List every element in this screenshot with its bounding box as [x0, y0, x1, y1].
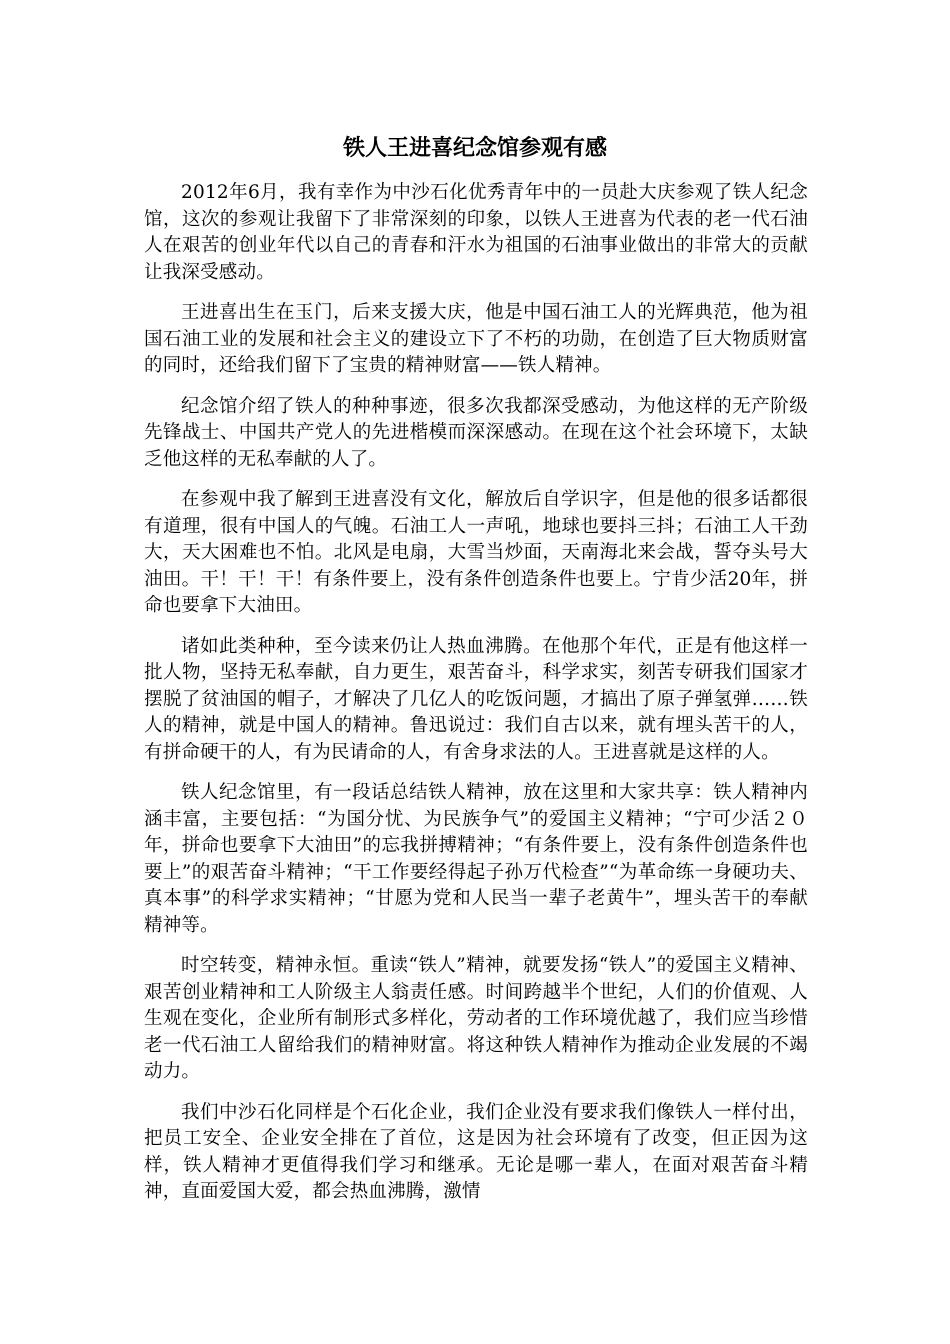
- paragraph-5: 诸如此类种种，至今读来仍让人热血沸腾。在他那个年代，正是有他这样一批人物，坚持无私奉献，自力更生，艰苦奋斗，科学求实，刻苦专研我们国家才摆脱了贫油国的帽子，才解决了几亿人的吃饭问题，才搞出了原子弹氢弹……铁人的精神，就是中国人的精神。鲁迅说过：我们自古以来，就有埋头苦干的人，有拼命硬干的人，有为民请命的人，有舍身求法的人。王进喜就是这样的人。: [144, 635, 808, 763]
- document-body: [144, 180, 808, 1220]
- document-title: 铁人王进喜纪念馆参观有感: [342, 135, 607, 161]
- paragraph-4: 在参观中我了解到王进喜没有文化，解放后自学识字，但是他的很多话都很有道理，很有中国人的气魄。石油工人一声吼，地球也要抖三抖；石油工人干劲大，天大困难也不怕。北风是电扇，大雪当炒面，天南海北来会战，誓夺头号大油田。干！干！干！有条件要上，没有条件创造条件也要上。宁肯少活20年，拼命也要拿下大油田。: [144, 489, 808, 616]
- paragraph-7: 时空转变，精神永恒。重读“铁人”精神，就要发扬“铁人”的爱国主义精神、艰苦创业精神和工人阶级主人翁责任感。时间跨越半个世纪，人们的价值观、人生观在变化，企业所有制形式多样化，劳动者的工作环境优越了，我们应当珍惜老一代石油工人留给我们的精神财富。将这种铁人精神作为推动企业发展的不竭动力。: [144, 955, 808, 1082]
- paragraph-8: 我们中沙石化同样是个石化企业，我们企业没有要求我们像铁人一样付出，把员工安全、企业安全排在了首位，这是因为社会环境有了改变，但正因为这样，铁人精神才更值得我们学习和继承。无论是哪一辈人，在面对艰苦奋斗精神，直面爱国大爱，都会热血沸腾，激情: [144, 1101, 808, 1202]
- paragraph-1: 2012年6月，我有幸作为中沙石化优秀青年中的一员赴大庆参观了铁人纪念馆，这次的参观让我留下了非常深刻的印象，以铁人王进喜为代表的老一代石油人在艰苦的创业年代以自己的青春和汗水为祖国的石油事业做出的非常大的贡献让我深受感动。: [144, 182, 808, 283]
- paragraph-6: 铁人纪念馆里，有一段话总结铁人精神，放在这里和大家共享：铁人精神内涵丰富，主要包括：“为国分忧、为民族争气”的爱国主义精神；“宁可少活２０年，拼命也要拿下大油田”的忘我拼搏精神；“有条件要上，没有条件创造条件也要上”的艰苦奋斗精神；“干工作要经得起子孙万代检查”“为革命练一身硬功夫、真本事”的科学求实精神；“甘愿为党和人民当一辈子老黄牛”，埋头苦干的奉献精神等。: [144, 782, 808, 936]
- paragraph-2: 王进喜出生在玉门，后来支援大庆，他是中国石油工人的光辉典范，他为祖国石油工业的发展和社会主义的建设立下了不朽的功勋，在创造了巨大物质财富的同时，还给我们留下了宝贵的精神财富——铁人精神。: [144, 302, 808, 376]
- paragraph-3: 纪念馆介绍了铁人的种种事迹，很多次我都深受感动，为他这样的无产阶级先锋战士、中国共产党人的先进楷模而深深感动。在现在这个社会环境下，太缺乏他这样的无私奉献的人了。: [144, 395, 808, 470]
